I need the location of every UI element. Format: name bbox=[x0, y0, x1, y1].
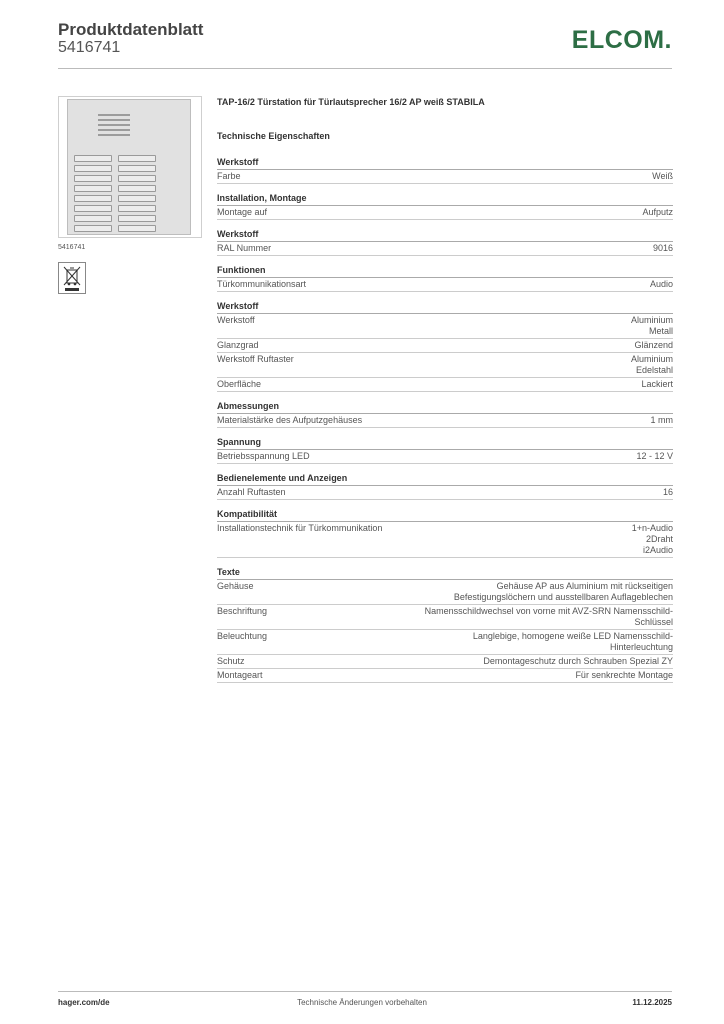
spec-value-line: 1 mm bbox=[650, 415, 673, 425]
spec-group bbox=[217, 472, 673, 500]
spec-row bbox=[217, 378, 673, 392]
spec-value-line: 2Draht bbox=[645, 534, 673, 544]
spec-group-title: Texte bbox=[217, 566, 673, 580]
page-title: Produktdatenblatt bbox=[58, 20, 204, 39]
spec-value bbox=[267, 207, 673, 218]
spec-value-line: Aluminium bbox=[630, 315, 673, 325]
spec-group-title: Kompatibilität bbox=[217, 508, 673, 522]
spec-value bbox=[271, 243, 673, 254]
spec-value-line: Schlüssel bbox=[634, 617, 673, 627]
spec-value-line: Weiß bbox=[652, 171, 673, 181]
spec-label: Beleuchtung bbox=[217, 631, 268, 641]
spec-label: Beschriftung bbox=[217, 606, 268, 616]
spec-group-title: Bedienelemente und Anzeigen bbox=[217, 472, 673, 486]
product-title: TAP-16/2 Türstation für Türlautsprecher 16/2 AP weiß STABILA bbox=[217, 97, 485, 107]
spec-value bbox=[286, 487, 673, 498]
spec-value bbox=[382, 523, 673, 556]
spec-value-line: Namensschildwechsel von vorne mit AVZ-SRN Namensschild- bbox=[424, 606, 673, 616]
spec-value-line: 9016 bbox=[652, 243, 673, 253]
spec-value bbox=[267, 631, 673, 653]
footer-website: hager.com/de bbox=[58, 998, 110, 1007]
footer-date: 11.12.2025 bbox=[632, 998, 672, 1007]
spec-group bbox=[217, 156, 673, 184]
spec-label: Montage auf bbox=[217, 207, 268, 217]
spec-value-line: Langlebige, homogene weiße LED Namensschild- bbox=[472, 631, 673, 641]
product-photo bbox=[58, 96, 202, 238]
spec-label: Oberfläche bbox=[217, 379, 262, 389]
door-station-panel bbox=[67, 99, 191, 235]
spec-row bbox=[217, 278, 673, 292]
spec-value bbox=[310, 451, 673, 462]
spec-label: Werkstoff bbox=[217, 315, 255, 325]
header-divider bbox=[58, 68, 672, 69]
spec-value-line: i2Audio bbox=[642, 545, 673, 555]
spec-value-line: Demontageschutz durch Schrauben Spezial ZY bbox=[483, 656, 673, 666]
spec-row bbox=[217, 414, 673, 428]
spec-group-title: Abmessungen bbox=[217, 400, 673, 414]
spec-label: Schutz bbox=[217, 656, 245, 666]
spec-value-line: Lackiert bbox=[641, 379, 673, 389]
spec-group bbox=[217, 566, 673, 683]
spec-group bbox=[217, 228, 673, 256]
spec-label: Materialstärke des Aufputzgehäuses bbox=[217, 415, 363, 425]
spec-value bbox=[306, 279, 673, 290]
spec-value bbox=[241, 171, 673, 182]
spec-value bbox=[255, 315, 673, 337]
spec-row bbox=[217, 605, 673, 630]
spec-value bbox=[267, 606, 673, 628]
spec-row bbox=[217, 339, 673, 353]
spec-group bbox=[217, 192, 673, 220]
section-heading: Technische Eigenschaften bbox=[217, 131, 330, 141]
elcom-logo: ELCOM. bbox=[571, 26, 672, 54]
spec-row bbox=[217, 450, 673, 464]
spec-value-line: Metall bbox=[648, 326, 673, 336]
spec-row bbox=[217, 314, 673, 339]
weee-disposal-icon bbox=[58, 262, 86, 294]
spec-label: Installationstechnik für Türkommunikation bbox=[217, 523, 383, 533]
spec-label: RAL Nummer bbox=[217, 243, 272, 253]
spec-row bbox=[217, 522, 673, 558]
spec-row bbox=[217, 655, 673, 669]
article-number: 5416741 bbox=[58, 39, 121, 56]
spec-row bbox=[217, 170, 673, 184]
spec-label: Werkstoff Ruftaster bbox=[217, 354, 294, 364]
spec-group bbox=[217, 508, 673, 558]
spec-label: Türkommunikationsart bbox=[217, 279, 307, 289]
spec-value bbox=[245, 656, 673, 667]
spec-row bbox=[217, 580, 673, 605]
spec-value-line: Gehäuse AP aus Aluminium mit rückseitigen bbox=[496, 581, 673, 591]
speaker-grille bbox=[98, 114, 130, 140]
spec-value-line: Hinterleuchtung bbox=[609, 642, 673, 652]
spec-row bbox=[217, 206, 673, 220]
specifications bbox=[217, 96, 673, 683]
image-caption: 5416741 bbox=[58, 244, 86, 251]
spec-label: Farbe bbox=[217, 171, 241, 181]
spec-row bbox=[217, 630, 673, 655]
spec-row bbox=[217, 242, 673, 256]
spec-value-line: 1+n-Audio bbox=[631, 523, 673, 533]
spec-value bbox=[261, 379, 673, 390]
spec-group-title: Werkstoff bbox=[217, 156, 673, 170]
spec-value bbox=[362, 415, 673, 426]
spec-groups bbox=[217, 156, 673, 683]
spec-label: Montageart bbox=[217, 670, 263, 680]
spec-label: Gehäuse bbox=[217, 581, 254, 591]
spec-label: Betriebsspannung LED bbox=[217, 451, 310, 461]
call-buttons bbox=[74, 155, 158, 232]
spec-group-title: Werkstoff bbox=[217, 228, 673, 242]
spec-value-line: Aluminium bbox=[630, 354, 673, 364]
spec-value bbox=[294, 354, 673, 376]
spec-row bbox=[217, 669, 673, 683]
spec-row bbox=[217, 486, 673, 500]
spec-group bbox=[217, 264, 673, 292]
spec-group bbox=[217, 436, 673, 464]
spec-value-line: 12 - 12 V bbox=[636, 451, 673, 461]
spec-row bbox=[217, 353, 673, 378]
spec-value-line: Aufputz bbox=[642, 207, 673, 217]
spec-label: Glanzgrad bbox=[217, 340, 259, 350]
spec-value-line: Audio bbox=[649, 279, 673, 289]
spec-value-line: 16 bbox=[662, 487, 673, 497]
spec-group-title: Funktionen bbox=[217, 264, 673, 278]
spec-group bbox=[217, 300, 673, 392]
spec-value-line: Befestigungslöchern und ausstellbaren Auflageblechen bbox=[453, 592, 673, 602]
spec-group-title: Installation, Montage bbox=[217, 192, 673, 206]
footer-disclaimer: Technische Änderungen vorbehalten bbox=[297, 998, 427, 1007]
spec-value-line: Für senkrechte Montage bbox=[575, 670, 673, 680]
spec-value-line: Edelstahl bbox=[635, 365, 673, 375]
spec-value bbox=[259, 340, 673, 351]
footer-divider bbox=[58, 991, 672, 992]
spec-value bbox=[254, 581, 673, 603]
spec-value-line: Glänzend bbox=[634, 340, 673, 350]
spec-label: Anzahl Ruftasten bbox=[217, 487, 286, 497]
spec-group-title: Werkstoff bbox=[217, 300, 673, 314]
spec-value bbox=[263, 670, 673, 681]
spec-group bbox=[217, 400, 673, 428]
spec-group-title: Spannung bbox=[217, 436, 673, 450]
